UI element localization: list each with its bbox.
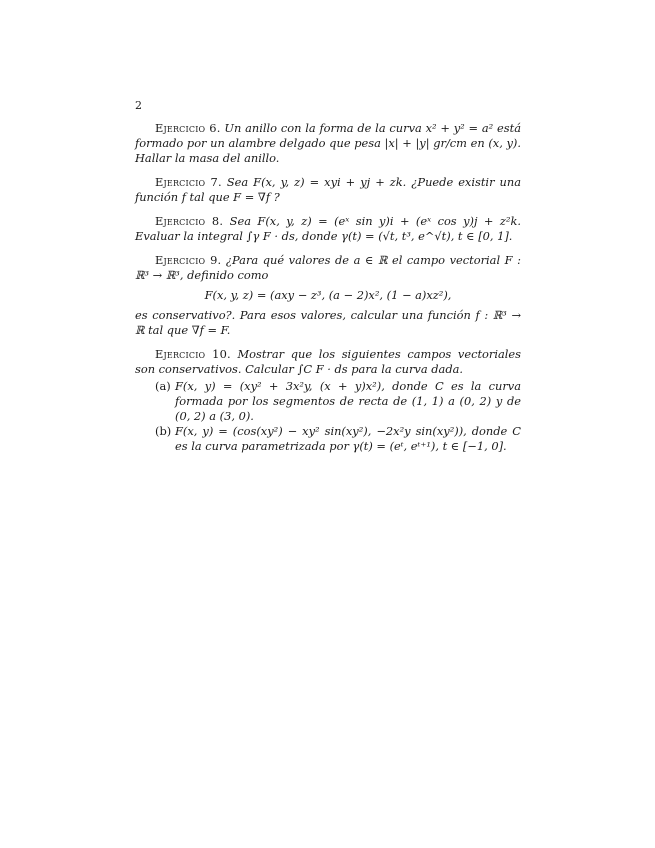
item-marker: (b) <box>155 424 172 438</box>
exercise-list <box>135 121 521 463</box>
sub-item-a <box>135 379 521 424</box>
sub-item-list <box>135 379 521 454</box>
exercise-label: Ejercicio 10. <box>155 347 231 361</box>
exercise-7 <box>135 175 521 205</box>
exercise-continuation: es conservativo?. Para esos valores, calcular una función f : ℝ³ → ℝ tal que ∇f = F. <box>135 308 521 337</box>
exercise-label: Ejercicio 9. <box>155 253 222 267</box>
item-text: F(x, y) = (xy² + 3x²y, (x + y)x²), donde C es la curva formada por los segmentos de recta de (1, 1) a (0, 2) y de (0, 2) a (3, 0). <box>175 379 521 423</box>
display-formula: F(x, y, z) = (axy − z³, (a − 2)x², (1 − a)xz²), <box>204 288 452 302</box>
page-number: 2 <box>135 99 142 112</box>
exercise-10 <box>135 347 521 454</box>
exercise-9 <box>135 253 521 283</box>
exercise-label: Ejercicio 8. <box>155 214 224 228</box>
exercise-text: Mostrar que los siguientes campos vectoriales son conservativos. Calcular ∫C F · ds para la curva dada. <box>135 347 522 376</box>
exercise-8 <box>135 214 521 244</box>
exercise-label: Ejercicio 6. <box>155 121 221 135</box>
exercise-text: Sea F(x, y, z) = (eˣ sin y)i + (eˣ cos y)j + z²k. Evaluar la integral ∫γ F · ds, donde γ(t) = (√t, t³, e^√t), t ∈ [0, 1]. <box>135 214 521 243</box>
exercise-text: ¿Para qué valores de a ∈ ℝ el campo vectorial F : ℝ³ → ℝ³, definido como <box>135 253 521 282</box>
exercise-text: Sea F(x, y, z) = xyi + yj + zk. ¿Puede existir una función f tal que F = ∇f ? <box>135 175 521 204</box>
item-text: F(x, y) = (cos(xy²) − xy² sin(xy²), −2x²y sin(xy²)), donde C es la curva parametrizada por γ(t) = (eᵗ, eᵗ⁺¹), t ∈ [−1, 0]. <box>175 424 521 453</box>
exercise-label: Ejercicio 7. <box>155 175 222 189</box>
exercise-6 <box>135 121 521 166</box>
sub-item-b <box>135 424 521 454</box>
item-marker: (a) <box>155 379 171 393</box>
exercise-text: Un anillo con la forma de la curva x² + y² = a² está formado por un alambre delgado que pesa |x| + |y| gr/cm en (x, y). Hallar la masa del anillo. <box>135 121 521 165</box>
